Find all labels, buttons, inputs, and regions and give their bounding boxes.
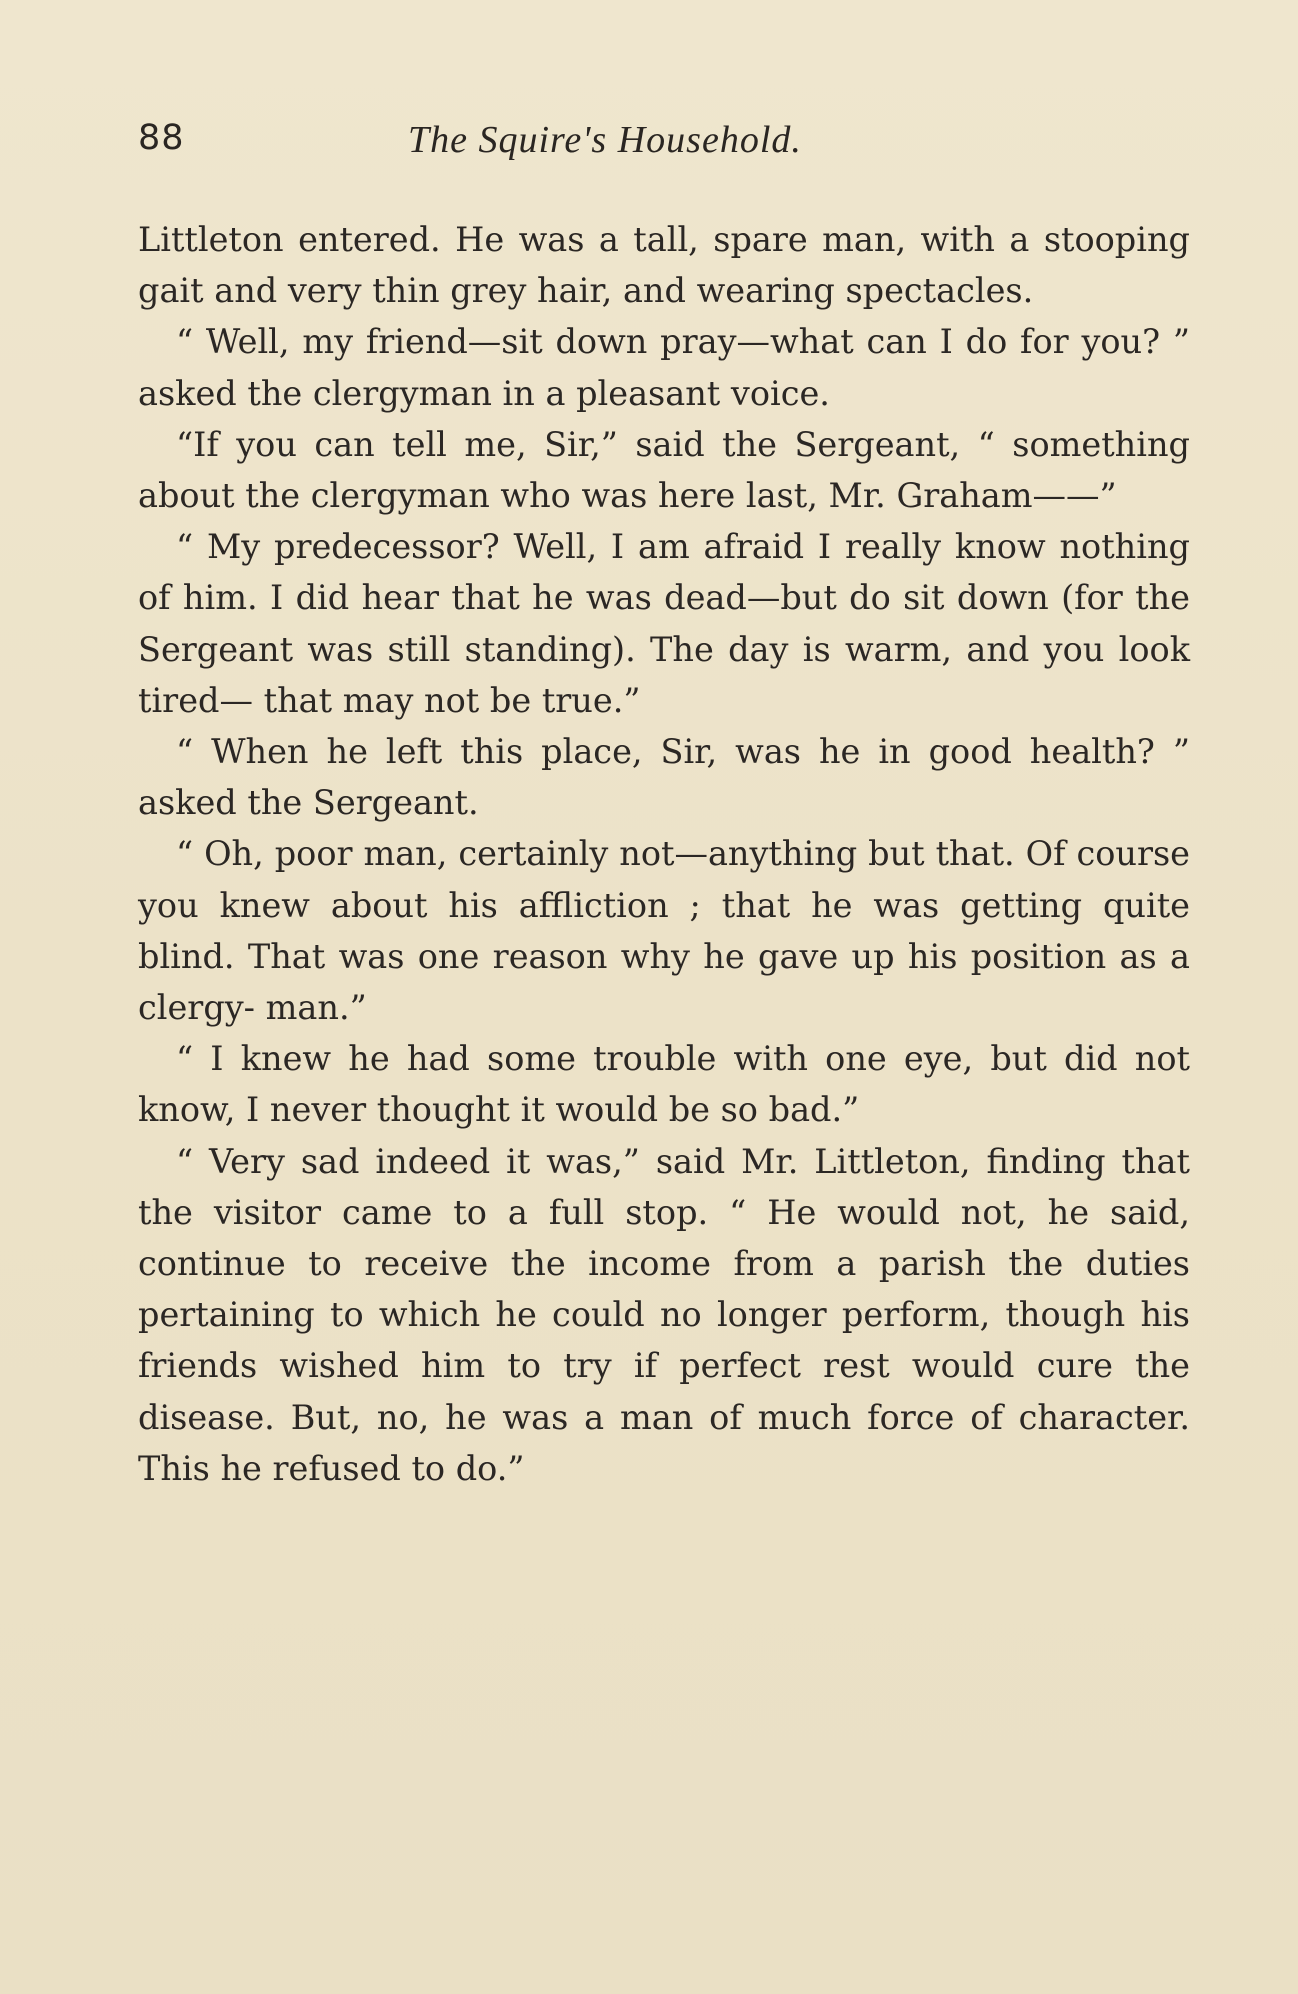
paragraph-5: “ When he left this place, Sir, was he in good health? ” asked the Sergeant. (138, 732, 1190, 823)
paragraph-4: “ My predecessor? Well, I am afraid I really know nothing of him. I did hear that he was dead—but do sit down (for the Sergeant was still standing). The day is warm, and you look tired— that may not be true.” (138, 527, 1190, 720)
paragraph-8: “ Very sad indeed it was,” said Mr. Littleton, finding that the visitor came to a full stop. “ He would not, he said, continue to receive the income from a parish the duties pertaining to which he could no longer perform, though his friends wished him to try if perfect rest would cure the disease. But, no, he was a man of much force of character. This he refused to do.” (138, 1141, 1190, 1488)
paragraph-1: Littleton entered. He was a tall, spare man, with a stooping gait and very thin grey hair, and wearing spectacles. (138, 220, 1190, 311)
paragraph-7: “ I knew he had some trouble with one eye, but did not know, I never thought it would be so bad.” (138, 1039, 1190, 1130)
running-head (138, 118, 1188, 178)
running-title: The Squire's Household. (408, 119, 802, 161)
page-number: 88 (138, 118, 185, 158)
paragraph-3: “If you can tell me, Sir,” said the Sergeant, “ something about the clergyman who was here last, Mr. Graham——” (138, 424, 1190, 516)
paragraph-2: “ Well, my friend—sit down pray—what can I do for you? ” asked the clergyman in a pleasant voice. (138, 322, 1190, 413)
body-text (138, 214, 1190, 1494)
paragraph-6: “ Oh, poor man, certainly not—anything but that. Of course you knew about his affliction ; that he was getting quite blind. That was one reason why he gave up his position as a clergy- man.” (138, 834, 1190, 1028)
